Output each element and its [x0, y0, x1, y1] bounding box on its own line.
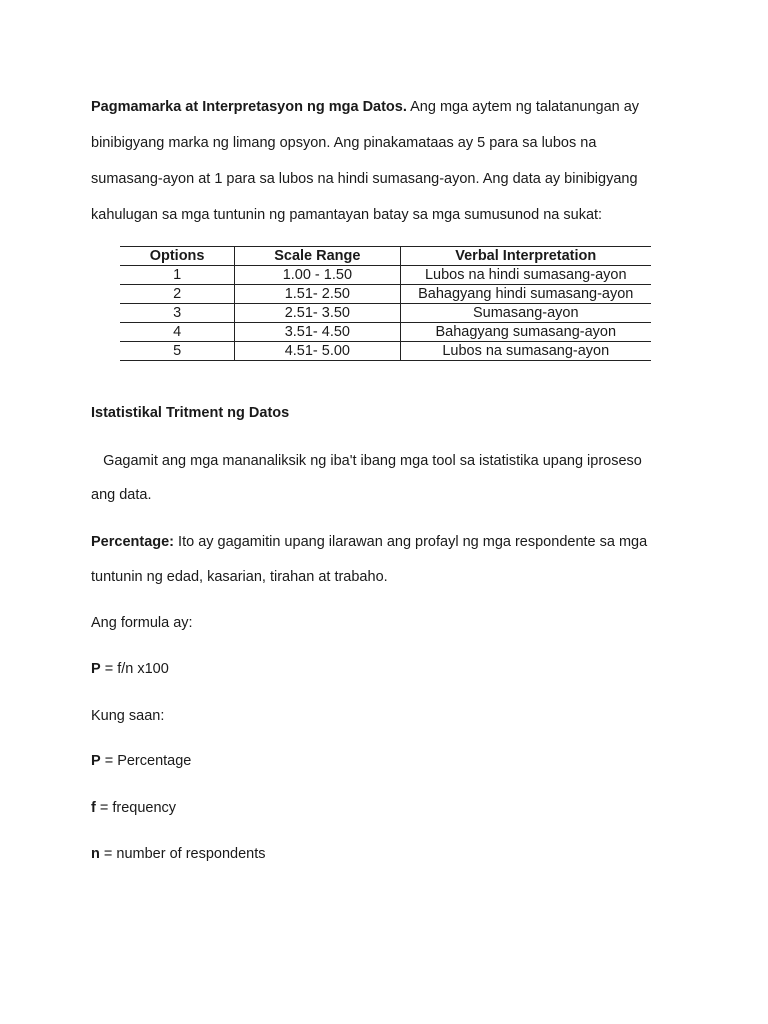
intro-paragraph [91, 89, 676, 233]
cell-interpretation: Bahagyang sumasang-ayon [400, 323, 651, 342]
cell-scale-range: 3.51- 4.50 [235, 323, 400, 342]
table-row [120, 323, 651, 342]
percentage-label: Percentage: [91, 534, 175, 550]
definition-item [91, 846, 266, 862]
table-header-row [120, 247, 651, 266]
cell-scale-range: 1.00 - 1.50 [235, 266, 400, 285]
section-text-line-2: ang data. [91, 487, 152, 503]
cell-scale-range: 1.51- 2.50 [235, 285, 400, 304]
definition-description: = Percentage [100, 753, 192, 769]
cell-option: 1 [120, 266, 235, 285]
definition-description: = number of respondents [99, 846, 266, 862]
definition-variable: f [91, 800, 96, 816]
cell-option: 5 [120, 342, 235, 361]
cell-option: 4 [120, 323, 235, 342]
percentage-text-1: Ito ay gagamitin upang ilarawan ang profayl ng mga respondente sa mga [174, 534, 648, 550]
header-scale-range: Scale Range [235, 247, 400, 266]
intro-text-line-4: kahulugan sa mga tuntunin ng pamantayan batay sa mga sumusunod na sukat: [91, 207, 603, 223]
cell-interpretation: Lubos na sumasang-ayon [400, 342, 651, 361]
cell-interpretation: Sumasang-ayon [400, 304, 651, 323]
table-row [120, 266, 651, 285]
table-row [120, 304, 651, 323]
header-options: Options [120, 247, 235, 266]
cell-interpretation: Bahagyang hindi sumasang-ayon [400, 285, 651, 304]
section-text-line-1: Gagamit ang mga mananaliksik ng iba't ibang mga tool sa istatistika upang iproseso [91, 453, 642, 469]
formula-intro: Ang formula ay: [91, 615, 193, 631]
definition-variable: n [91, 846, 100, 862]
where-label: Kung saan: [91, 708, 165, 724]
definition-variable: P [91, 753, 101, 769]
formula [91, 661, 169, 677]
percentage-line-1 [91, 534, 647, 550]
scale-table [120, 246, 651, 361]
section-heading: Istatistikal Tritment ng Datos [91, 405, 290, 421]
formula-variable: P [91, 661, 101, 677]
cell-scale-range: 4.51- 5.00 [235, 342, 400, 361]
cell-interpretation: Lubos na hindi sumasang-ayon [400, 266, 651, 285]
table-row [120, 285, 651, 304]
definition-description: = frequency [95, 800, 177, 816]
definition-item [91, 753, 191, 769]
table-row [120, 342, 651, 361]
intro-text-line-1: Ang mga aytem ng talatanungan ay [406, 99, 640, 115]
percentage-text-2: tuntunin ng edad, kasarian, tirahan at trabaho. [91, 569, 388, 585]
intro-heading: Pagmamarka at Interpretasyon ng mga Datos. [91, 99, 407, 115]
cell-scale-range: 2.51- 3.50 [235, 304, 400, 323]
intro-text-line-2: binibigyang marka ng limang opsyon. Ang pinakamataas ay 5 para sa lubos na [91, 135, 597, 151]
cell-option: 2 [120, 285, 235, 304]
header-verbal-interpretation: Verbal Interpretation [400, 247, 651, 266]
cell-option: 3 [120, 304, 235, 323]
intro-text-line-3: sumasang-ayon at 1 para sa lubos na hindi sumasang-ayon. Ang data ay binibigyang [91, 171, 638, 187]
definition-item [91, 800, 176, 816]
formula-expression: = f/n x100 [100, 661, 169, 677]
